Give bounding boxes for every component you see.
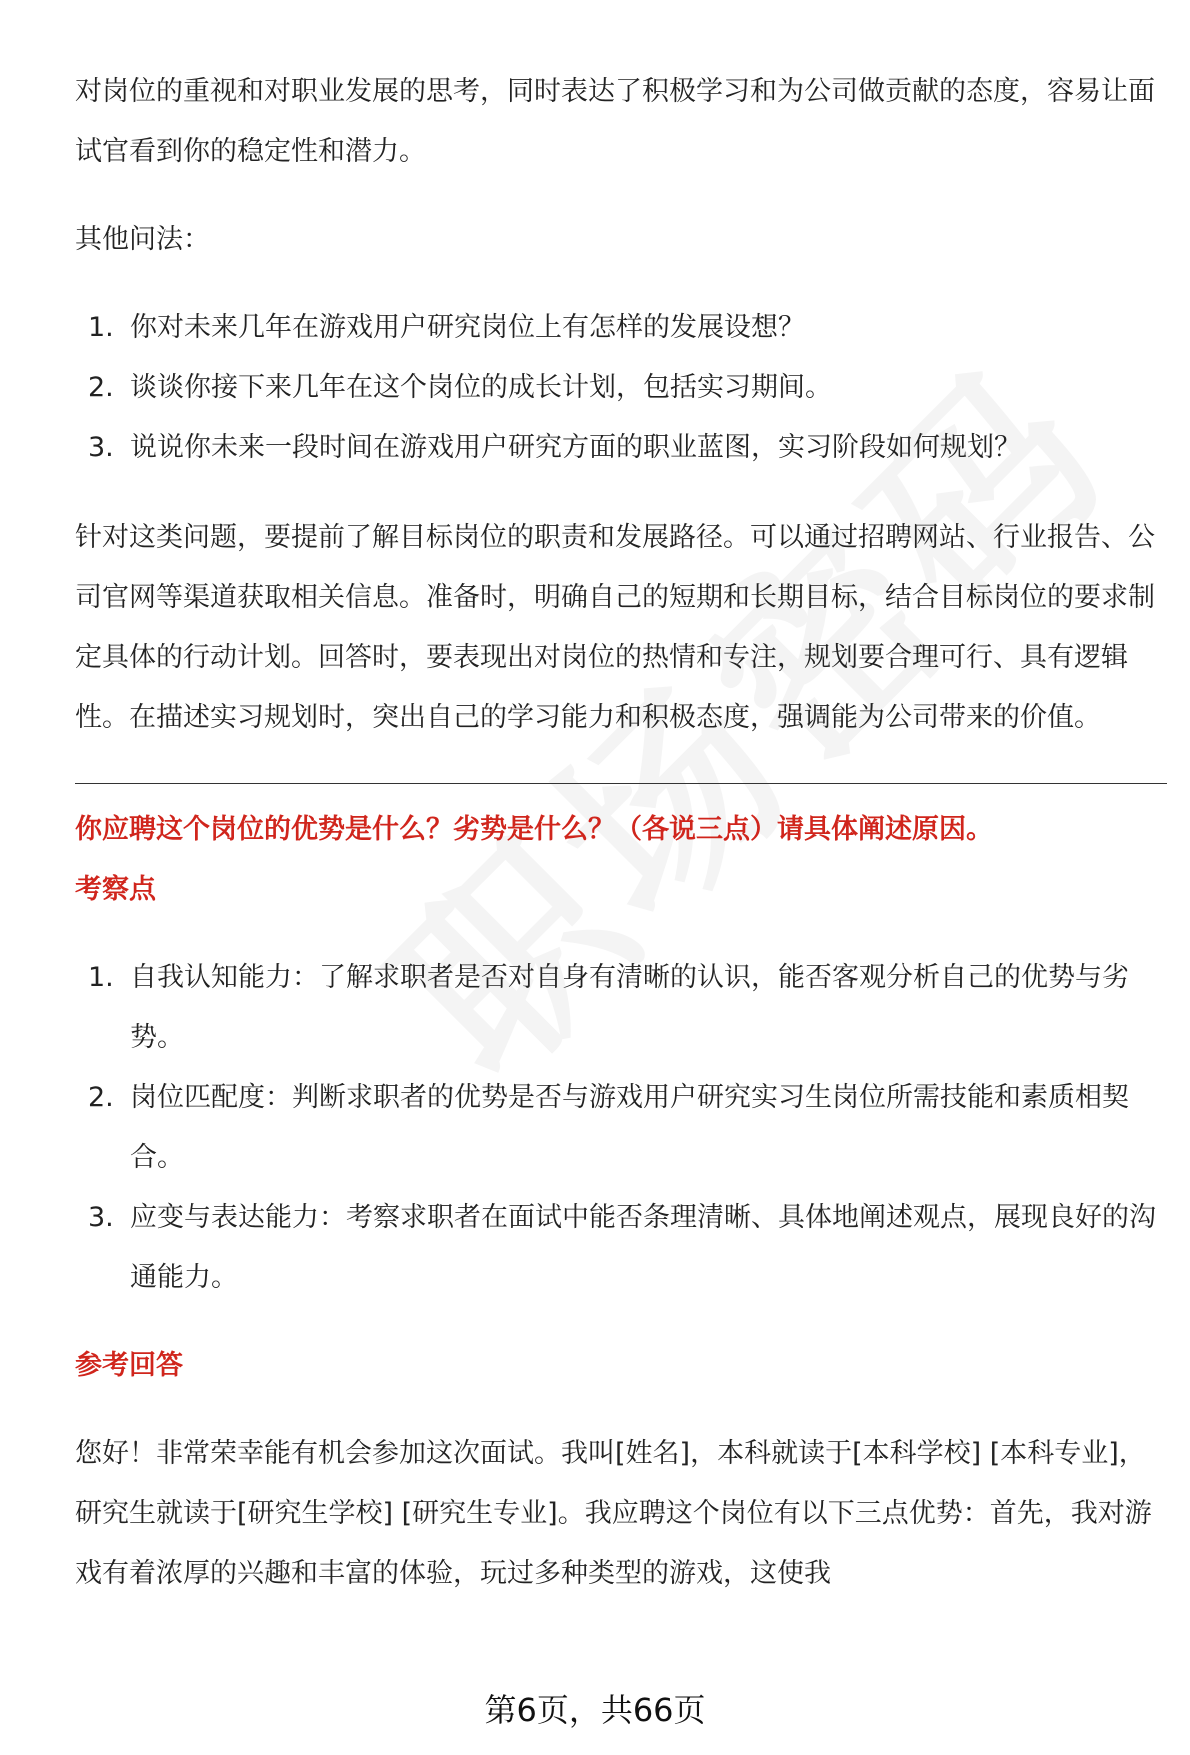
section-divider: [75, 783, 1167, 784]
focus-heading: 考察点: [75, 874, 156, 905]
page-footer: 第6页，共66页: [484, 1691, 706, 1729]
other-questions-label: 其他问法：: [75, 224, 210, 255]
list-number: 2.: [88, 372, 114, 403]
list-item-text: 谈谈你接下来几年在这个岗位的成长计划，包括实习期间。: [130, 372, 832, 403]
list-item-text: 应变与表达能力：考察求职者在面试中能否条理清晰、具体地阐述观点，展现良好的沟通能力。: [130, 1202, 1156, 1293]
advice-paragraph: 针对这类问题，要提前了解目标岗位的职责和发展路径。可以通过招聘网站、行业报告、公司官网等渠道获取相关信息。准备时，明确自己的短期和长期目标，结合目标岗位的要求制定具体的行动计划。回答时，要表现出对岗位的热情和专注，规划要合理可行、具有逻辑性。在描述实习规划时，突出自己的学习能力和积极态度，强调能为公司带来的价值。: [75, 522, 1155, 733]
list-item: [75, 1068, 1167, 1188]
list-item: [75, 358, 1167, 418]
list-item: [75, 948, 1167, 1068]
question-title: 你应聘这个岗位的优势是什么？劣势是什么？（各说三点）请具体阐述原因。: [75, 814, 993, 845]
list-item: [75, 298, 1167, 358]
page-content: [75, 62, 1167, 1604]
list-number: 3.: [88, 1202, 114, 1233]
reference-answer: 您好！非常荣幸能有机会参加这次面试。我叫[姓名]，本科就读于[本科学校] [本科专业]，研究生就读于[研究生学校] [研究生专业]。我应聘这个岗位有以下三点优势：首先，我对游戏有着浓厚的兴趣和丰富的体验，玩过多种类型的游戏，这使我: [75, 1438, 1152, 1589]
reference-heading: 参考回答: [75, 1350, 183, 1381]
list-number: 3.: [88, 432, 114, 463]
list-item-text: 岗位匹配度：判断求职者的优势是否与游戏用户研究实习生岗位所需技能和素质相契合。: [130, 1082, 1129, 1173]
list-number: 1.: [88, 962, 114, 993]
focus-points-list: [75, 948, 1167, 1308]
list-number: 2.: [88, 1082, 114, 1113]
intro-paragraph: 对岗位的重视和对职业发展的思考，同时表达了积极学习和为公司做贡献的态度，容易让面试官看到你的稳定性和潜力。: [75, 76, 1155, 167]
list-number: 1.: [88, 312, 114, 343]
list-item: [75, 1188, 1167, 1308]
list-item-text: 自我认知能力：了解求职者是否对自身有清晰的认识，能否客观分析自己的优势与劣势。: [130, 962, 1129, 1053]
list-item-text: 说说你未来一段时间在游戏用户研究方面的职业蓝图，实习阶段如何规划？: [130, 432, 1021, 463]
other-questions-list: [75, 298, 1167, 478]
list-item: [75, 418, 1167, 478]
list-item-text: 你对未来几年在游戏用户研究岗位上有怎样的发展设想？: [130, 312, 805, 343]
